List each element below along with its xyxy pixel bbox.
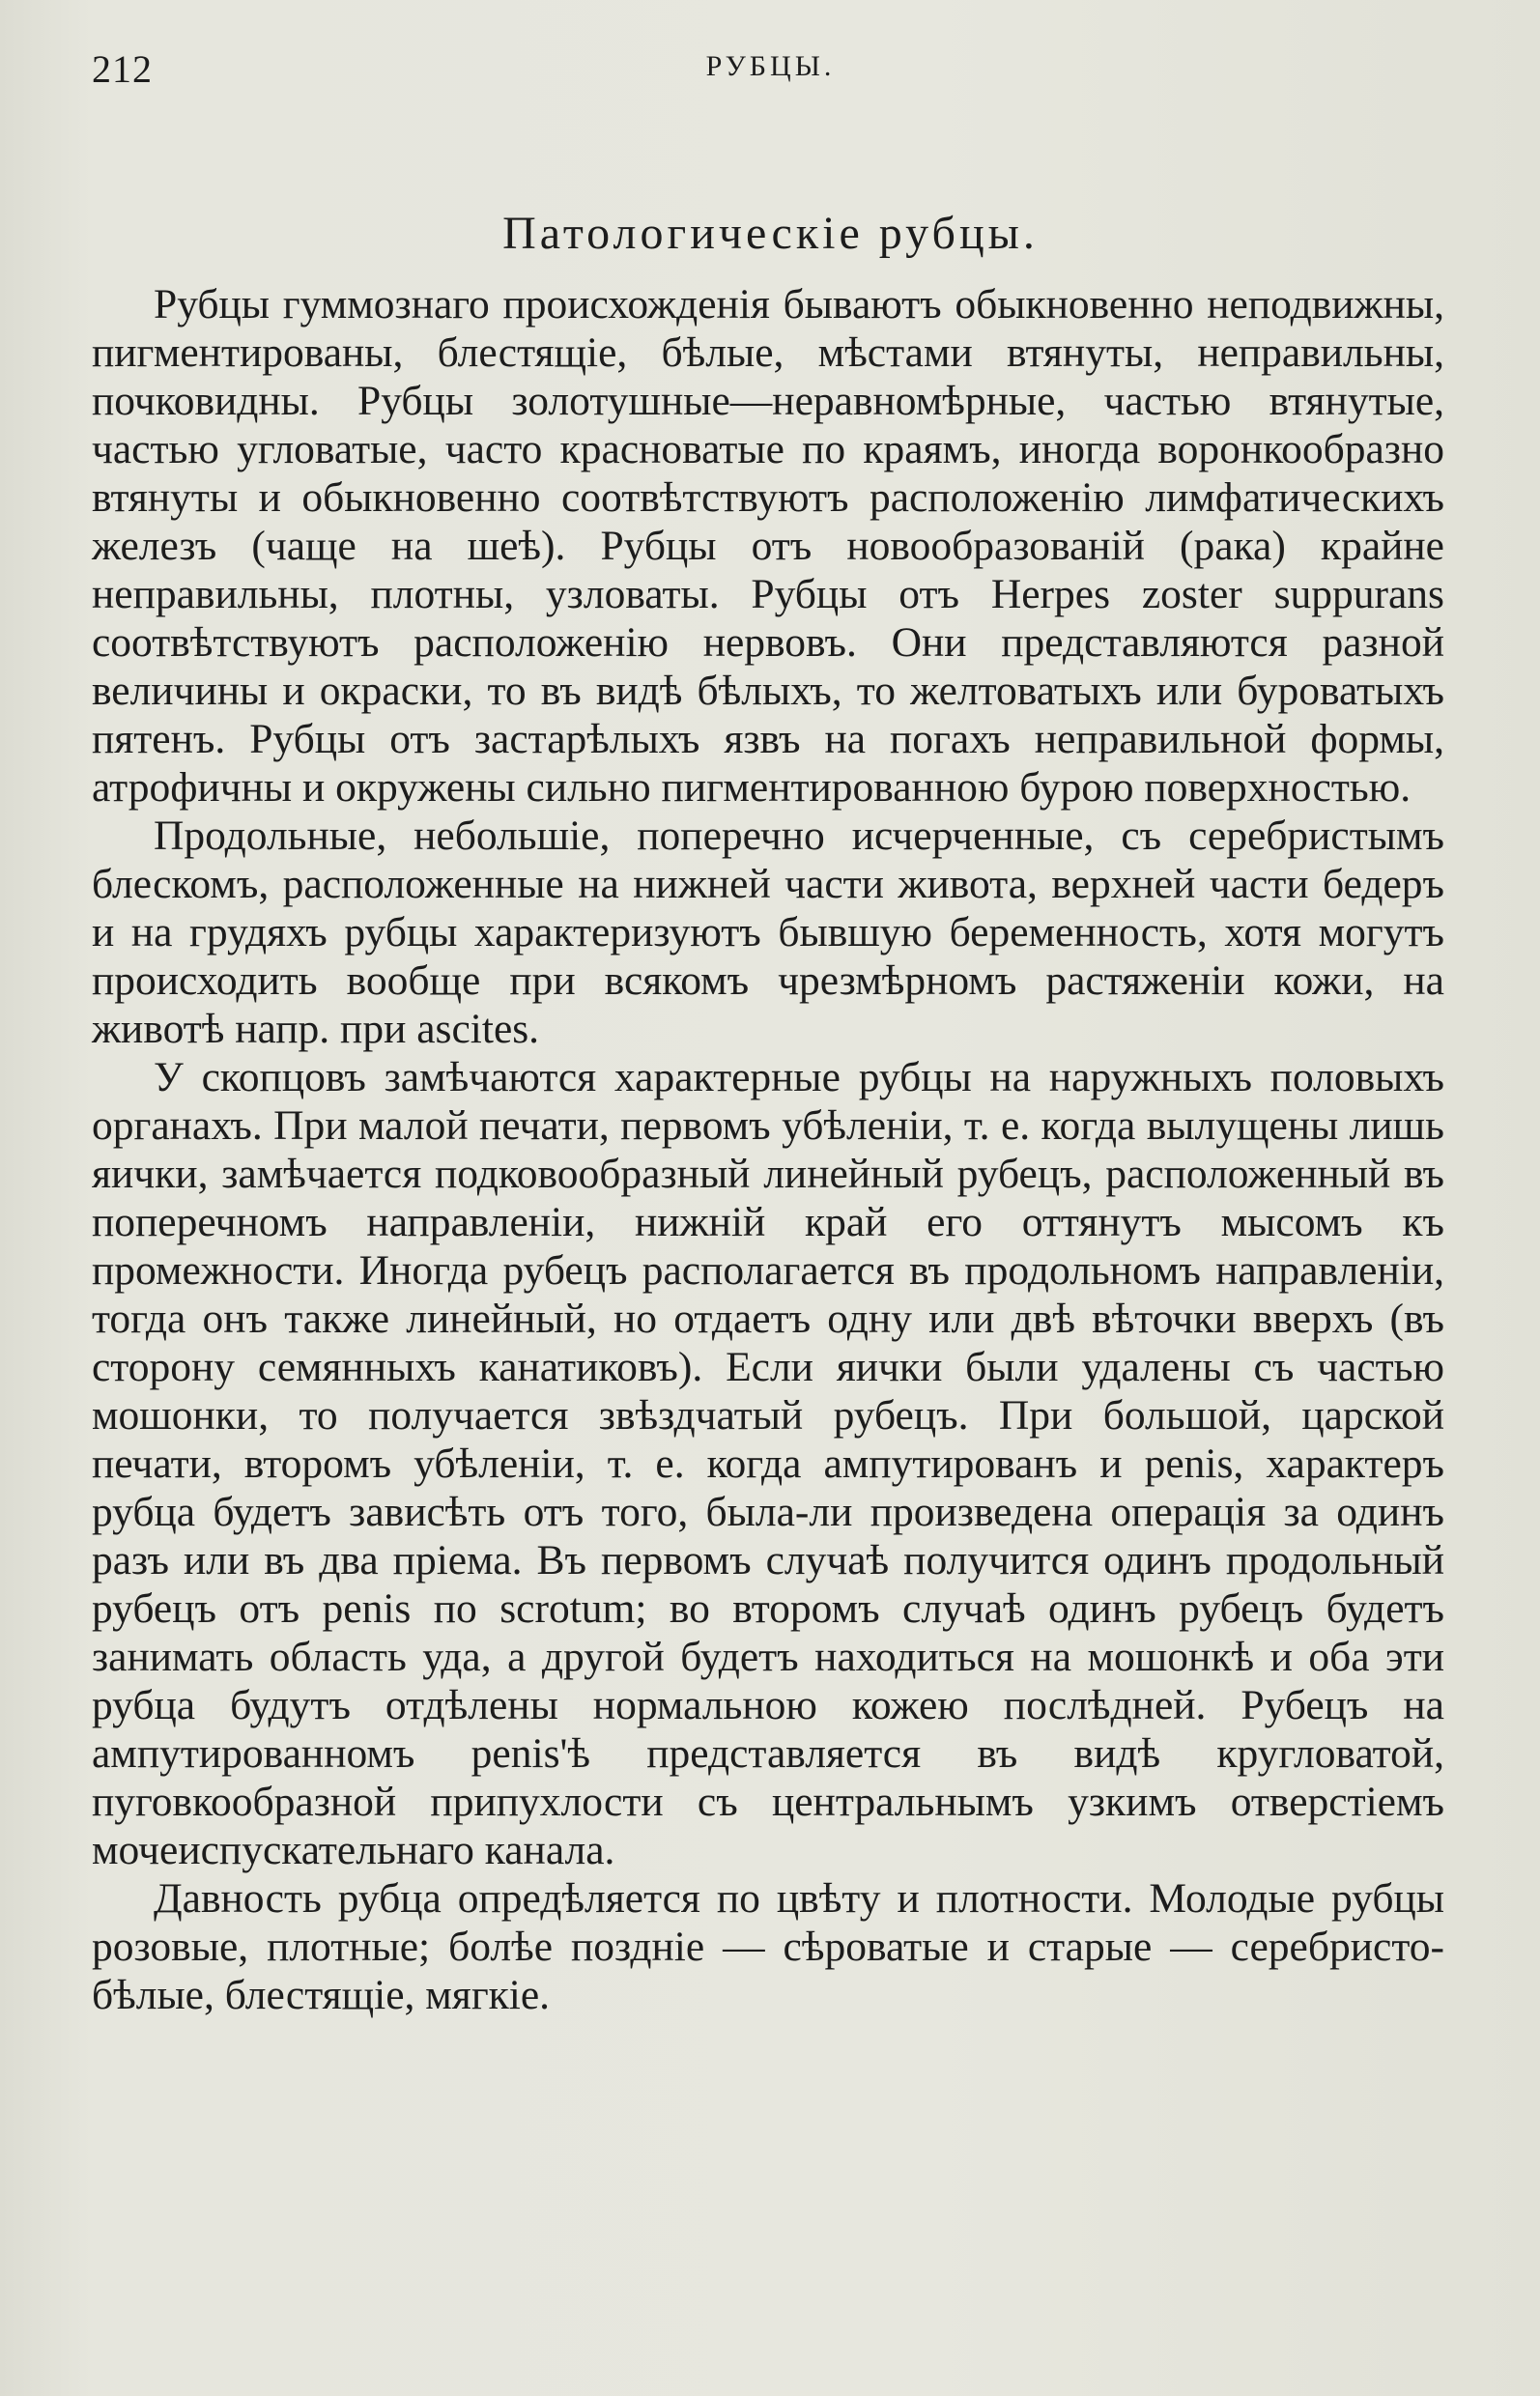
paragraph-scar-age: Давность рубца опредѣляется по цвѣту и плотности. Молодые рубцы розовые, плотные; болѣе поздніе — сѣроватые и старые — серебристо-бѣлые, блестящіе, мягкіе. — [92, 1875, 1444, 2018]
body-text — [92, 280, 1444, 2019]
paragraph-skoptsy-scars: У скопцовъ замѣчаются характерные рубцы на наружныхъ половыхъ органахъ. При малой печати, первомъ убѣленіи, т. е. когда вылущены лишь яички, замѣчается подковообразный линейный рубецъ, расположенный въ поперечномъ направленіи, нижній край его оттянутъ мысомъ къ промежности. Иногда рубецъ располагается въ продольномъ направленіи, тогда онъ также линейный, но отдаетъ одну или двѣ вѣточки вверхъ (въ сторону семянныхъ канатиковъ). Если яички были удалены съ частью мошонки, то получается звѣздчатый рубецъ. При большой, царской печати, второмъ убѣленіи, т. е. когда ампутированъ и penis, характеръ рубца будетъ зависѣть отъ того, была-ли произведена операція за одинъ разъ или въ два пріема. Въ первомъ случаѣ получится одинъ продольный рубецъ отъ penis по scrotum; во второмъ случаѣ одинъ рубецъ будетъ занимать область уда, а другой будетъ находиться на мошонкѣ и оба эти рубца будутъ отдѣлены нормальною кожею послѣдней. Рубецъ на ампутированномъ penis'ѣ представляется въ видѣ кругловатой, пуговкообразной припухлости съ центральнымъ узкимъ отверстіемъ мочеиспускательнаго канала. — [92, 1054, 1444, 1873]
paragraph-pregnancy-scars: Продольные, небольшіе, поперечно исчерченные, съ серебристымъ блескомъ, расположенные на нижней части живота, верхней части бедеръ и на грудяхъ рубцы характеризуютъ бывшую беременность, хотя могутъ происходить вообще при всякомъ чрезмѣрномъ растяженіи кожи, на животѣ напр. при ascites. — [92, 813, 1444, 1052]
page-number: 212 — [92, 47, 153, 91]
running-head — [92, 46, 1449, 104]
running-title: РУБЦЫ. — [705, 50, 836, 82]
section-heading: Патологическіе рубцы. — [502, 208, 1039, 259]
paragraph-syphilitic-scars: Рубцы гуммознаго происхожденія бываютъ обыкновенно неподвижны, пигментированы, блестящіе, бѣлые, мѣстами втянуты, неправильны, почковидны. Рубцы золотушные—неравномѣрные, частью втянутые, частью угловатые, часто красноватые по краямъ, иногда воронкообразно втянуты и обыкновенно соотвѣтствуютъ расположенію лимфатическихъ железъ (чаще на шеѣ). Рубцы отъ новообразованій (рака) крайне неправильны, плотны, узловаты. Рубцы отъ Herpes zoster suppurans соотвѣтствуютъ расположенію нервовъ. Они представляются разной величины и окраски, то въ видѣ бѣлыхъ, то желтоватыхъ или буроватыхъ пятенъ. Рубцы отъ застарѣлыхъ язвъ на погахъ неправильной формы, атрофичны и окружены сильно пигментированною бурою поверхностью. — [92, 281, 1444, 811]
